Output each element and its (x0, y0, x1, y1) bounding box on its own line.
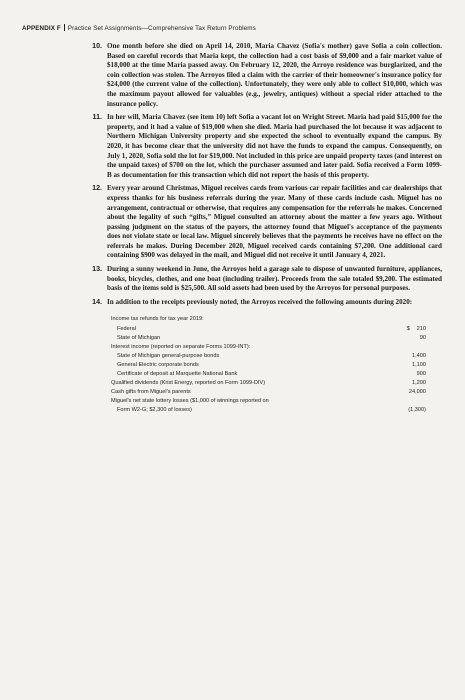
receipt-row (111, 397, 442, 406)
problem-number: 13. (92, 265, 102, 274)
problem-text: In her will, Maria Chavez (see item 10) left Sofia a vacant lot on Wright Street. Maria had paid $15,000 for the property, and it had a value of $19,000 when she died. Maria had purchased the lot because it was adjacent to Northern Michigan University property and she expected the school to eventually expand the campus. By 2020, it has become clear that the university did not have the funds to expand the campus. Consequently, on July 1, 2020, Sofia sold the lot for $19,000. Not included in this price are unpaid property taxes (and interest on the unpaid taxes) of $700 on the lot, which the purchaser assumed and later paid. Sofia received a Form 1099-B as documentation for this transaction which did not report the basis of this property. (107, 113, 442, 179)
problem-number: 10. (92, 42, 102, 50)
receipt-label: Income tax refunds for tax year 2019: (111, 316, 204, 323)
problem-text: In addition to the receipts previously noted, the Arroyos received the following amounts during 2020: (107, 297, 413, 306)
receipt-row (111, 361, 442, 370)
receipt-label: General Electric corporate bonds (117, 361, 199, 368)
receipt-amount: 900 (416, 371, 426, 377)
receipt-label: State of Michigan (117, 334, 161, 341)
receipt-label: State of Michigan general-purpose bonds (117, 352, 220, 359)
problem-number: 14. (92, 297, 102, 306)
running-header (22, 24, 256, 32)
problem-number: 12. (92, 184, 102, 193)
problem-item (92, 184, 442, 261)
problem-number: 11. (92, 113, 102, 122)
problem-item (92, 113, 442, 180)
problem-text: Every year around Christmas, Miguel receives cards from various car repair facilities and car dealerships that express thanks for his business referrals during the year. Many of these cards include cash. Miguel has no arrangement, contractual or otherwise, that requires any compensation for the referrals he makes. Concerned about the legality of such “gifts,” Miguel consulted an attorney about the matter a few years ago. Without passing judgment on the status of the payors, the attorney found that Miguel's acceptance of the payments does not violate state or local law. Miguel sincerely believes that the payments he receives have no effect on the referrals he makes. During December 2020, Miguel received cards containing $7,200. One additional card containing $900 was delayed in the mail, and Miguel did not receive it until January 4, 2021. (107, 184, 442, 260)
problem-list (92, 42, 442, 419)
receipt-label: Miguel's net state lottery losses ($1,000 of winnings reported on (111, 398, 269, 405)
receipt-amount: (1,300) (408, 407, 426, 414)
dollar-sign: $ (406, 325, 410, 332)
receipt-amount: 24,000 (408, 389, 426, 396)
receipt-label: Cash gifts from Miguel's parents (111, 389, 191, 396)
problem-item (92, 297, 442, 416)
receipt-amount: 1,100 (412, 361, 426, 368)
receipt-row (111, 325, 442, 334)
problem-text: One month before she died on April 14, 2010, Maria Chavez (Sofia's mother) gave Sofia a coin collection. Based on careful records that Maria kept, the collection had a cost basis of $9,000 and a fair market value of $18,000 at the time Maria passed away. On February 12, 2020, the Arroyo residence was burglarized, and the coin collection was stolen. The Arroyos filed a claim with the carrier of their homeowner's insurance policy for $24,000 (the current value of the collection). Unfortunately, they were only able to collect $10,000, which was the maximum payout allowed for valuables (e.g., jewelry, antiques) without a special rider attached to the insurance policy. (107, 42, 442, 108)
receipt-row (111, 379, 442, 388)
appendix-label: APPENDIX F (22, 25, 61, 32)
receipt-row (111, 352, 442, 361)
header-title: Practice Set Assignments—Comprehensive Tax Return Problems (67, 25, 256, 32)
receipt-row (111, 343, 442, 352)
header-divider (64, 24, 65, 31)
receipt-row (111, 406, 442, 415)
problem-item (92, 42, 442, 109)
receipts-table (111, 315, 442, 415)
problem-item (92, 265, 442, 294)
problem-text: During a sunny weekend in June, the Arroyos held a garage sale to dispose of unwanted furniture, appliances, books, bicycles, clothes, and one boat (including trailer). Proceeds from the sale totaled $9,200. The estimated basis of the items sold is $25,500. All sold assets had been used by the Arroyos for personal purposes. (107, 265, 442, 293)
receipt-label: Qualified dividends (Krist Energy, reported on Form 1099-DIV) (111, 380, 266, 387)
receipt-row (111, 315, 442, 324)
receipt-amount (396, 315, 442, 324)
receipt-row (111, 334, 442, 343)
receipt-amount: 1,400 (412, 352, 426, 359)
receipt-amount: $ 210 (396, 325, 442, 334)
receipt-amount: 1,200 (412, 380, 426, 387)
receipt-label: Federal (117, 325, 136, 332)
receipt-row (111, 388, 442, 397)
receipt-label: Interest income (reported on separate Forms 1099-INT): (111, 343, 251, 350)
receipt-amount: 90 (419, 334, 426, 341)
receipt-row (111, 370, 442, 379)
receipt-label: Certificate of deposit at Marquette National Bank (117, 371, 238, 377)
receipt-amount (396, 343, 442, 352)
receipt-label: Form W2-G; $2,300 of losses) (117, 407, 192, 414)
receipt-amount (396, 397, 442, 406)
